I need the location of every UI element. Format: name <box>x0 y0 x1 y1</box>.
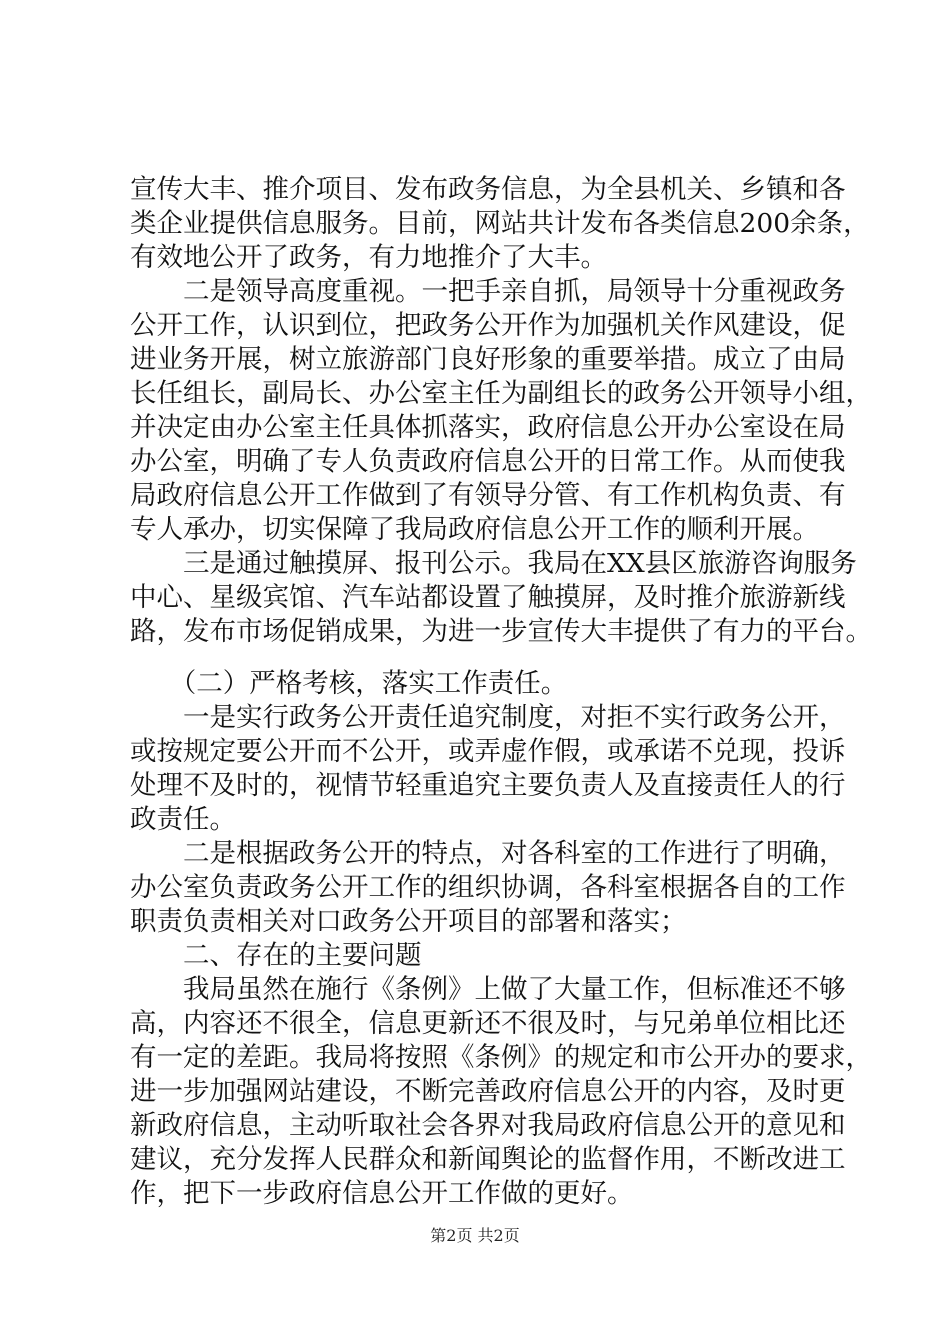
body-text-line: 作，把下一步政府信息公开工作做的更好。 <box>130 1178 634 1209</box>
page-number-footer: 第2页 共2页 <box>430 1226 520 1245</box>
body-text-line: 有效地公开了政务，有力地推介了大丰。 <box>130 242 607 273</box>
body-text-line: 公开工作，认识到位，把政务公开作为加强机关作风建设，促 <box>130 310 846 341</box>
body-text-line: 宣传大丰、推介项目、发布政务信息，为全县机关、乡镇和各 <box>130 174 846 205</box>
body-text-line: 政责任。 <box>130 804 236 835</box>
body-text-line: 一是实行政务公开责任追究制度，对拒不实行政务公开， <box>130 702 846 733</box>
body-text-line: 路，发布市场促销成果，为进一步宣传大丰提供了有力的平台。 <box>130 616 872 647</box>
body-text-line: 办公室负责政务公开工作的组织协调，各科室根据各自的工作 <box>130 872 846 903</box>
body-text-line: 局政府信息公开工作做到了有领导分管、有工作机构负责、有 <box>130 480 846 511</box>
body-text-line: 进一步加强网站建设，不断完善政府信息公开的内容，及时更 <box>130 1076 846 1107</box>
body-text-line: 进业务开展，树立旅游部门良好形象的重要举措。成立了由局 <box>130 344 846 375</box>
body-text-line: 我局虽然在施行《条例》上做了大量工作，但标准还不够 <box>130 974 846 1005</box>
body-text-line: 新政府信息，主动听取社会各界对我局政府信息公开的意见和 <box>130 1110 846 1141</box>
body-text-line: 二是领导高度重视。一把手亲自抓，局领导十分重视政务 <box>130 276 846 307</box>
body-text-line: 三是通过触摸屏、报刊公示。我局在XX县区旅游咨询服务 <box>130 548 857 579</box>
body-text-line: 有一定的差距。我局将按照《条例》的规定和市公开办的要求， <box>130 1042 872 1073</box>
body-text-line: 处理不及时的，视情节轻重追究主要负责人及直接责任人的行 <box>130 770 846 801</box>
body-text-line: 高，内容还不很全，信息更新还不很及时，与兄弟单位相比还 <box>130 1008 846 1039</box>
body-text-line: 办公室，明确了专人负责政府信息公开的日常工作。从而使我 <box>130 446 846 477</box>
body-text-line: 专人承办，切实保障了我局政府信息公开工作的顺利开展。 <box>130 514 819 545</box>
body-text-line: 或按规定要公开而不公开，或弄虚作假，或承诺不兑现，投诉 <box>130 736 846 767</box>
body-text-line: 并决定由办公室主任具体抓落实，政府信息公开办公室设在局 <box>130 412 846 443</box>
body-text-line: 建议，充分发挥人民群众和新闻舆论的监督作用，不断改进工 <box>130 1144 846 1175</box>
body-text-line: 类企业提供信息服务。目前，网站共计发布各类信息200余条， <box>130 208 870 239</box>
body-text-line: 职责负责相关对口政务公开项目的部署和落实； <box>130 906 687 937</box>
body-text-line: 长任组长，副局长、办公室主任为副组长的政务公开领导小组， <box>130 378 872 409</box>
section-heading: 二、存在的主要问题 <box>130 940 422 971</box>
body-text-line: 中心、星级宾馆、汽车站都设置了触摸屏，及时推介旅游新线 <box>130 582 846 613</box>
section-heading: （二）严格考核，落实工作责任。 <box>130 668 568 699</box>
body-text-line: 二是根据政务公开的特点，对各科室的工作进行了明确， <box>130 838 846 869</box>
